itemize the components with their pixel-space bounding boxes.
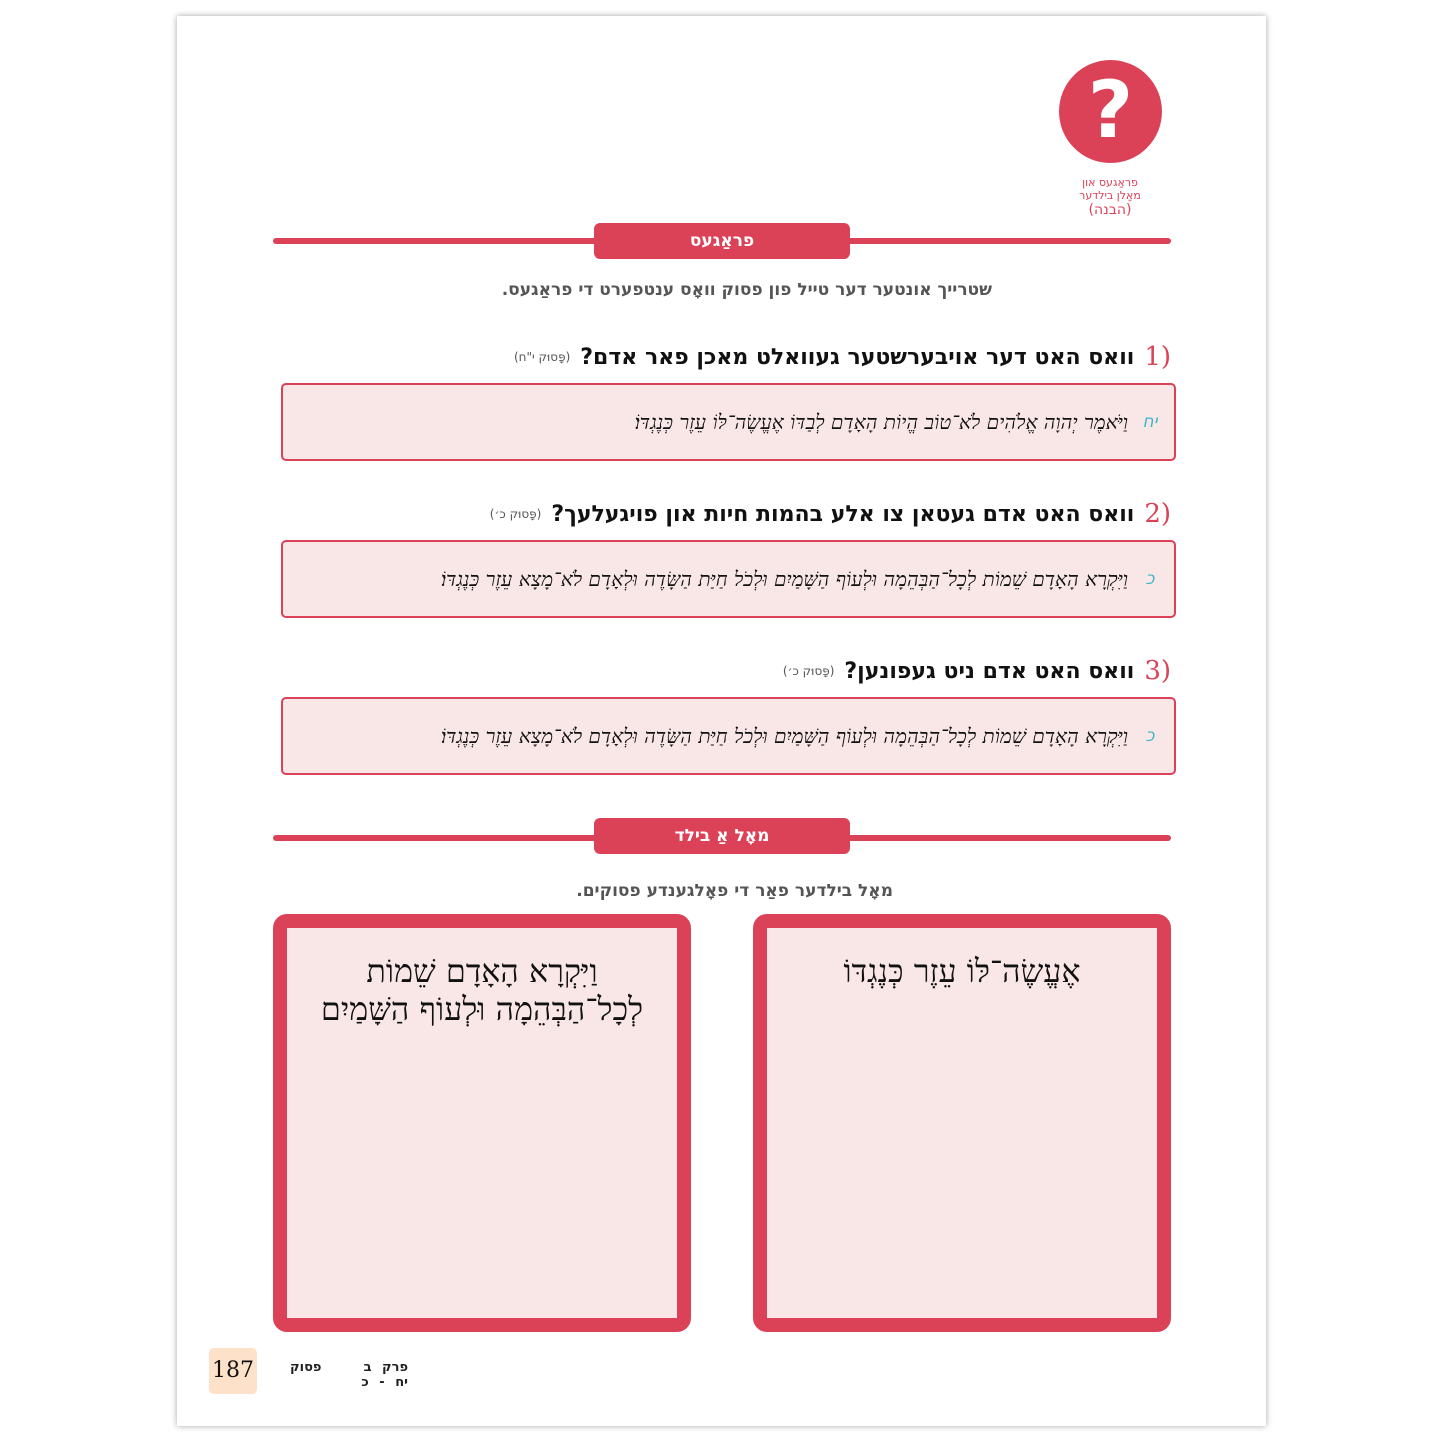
- drawing-box-left[interactable]: [273, 914, 691, 1332]
- verse-text[interactable]: וַיִּקְרָא הָאָדָם שֵׁמוֹת לְכָל־הַבְּהֵמָה וּלְעוֹף הַשָּׁמַיִם וּלְכֹל חַיַּת הַשָּׂדֶה וּלְאָדָם לֹא־מָצָא עֵזֶר כְּנֶגְדּוֹ׃: [440, 567, 1128, 591]
- verse-box-1: [281, 383, 1176, 461]
- badge-caption-line2: מאָלן בילדער: [1079, 189, 1141, 202]
- question-1: [273, 340, 1171, 374]
- section-tab-questions: פראַגעס: [594, 223, 850, 259]
- drawing-box-caption: אֶעֱשֶׂה־לּוֹ עֵזֶר כְּנֶגְדּוֹ: [843, 952, 1081, 990]
- question-mark-icon: ?: [1059, 60, 1162, 163]
- badge-caption-line3: (הבנה): [1088, 202, 1132, 218]
- verse-label: כ: [1145, 569, 1155, 589]
- drawing-box-caption: וַיִּקְרָא הָאָדָם שֵׁמוֹת לְכָל־הַבְּהֵמָה וּלְעוֹף הַשָּׁמַיִם: [320, 952, 644, 1028]
- verse-label: יח: [1142, 412, 1158, 432]
- questions-instruction: שטרייך אונטער דער טייל פון פסוק וואָס ענטפערט די פראַגעס.: [501, 280, 992, 300]
- question-2: [273, 497, 1171, 531]
- verse-reference: (פָּסוּק כ׳): [489, 507, 542, 521]
- verse-reference: (פָּסוּק כ׳): [782, 664, 835, 678]
- footer-verses: פסוק יח - כ: [290, 1360, 408, 1390]
- badge-caption: [1040, 176, 1180, 219]
- verse-box-3: [281, 697, 1176, 775]
- footer-chapter: פרק ב: [363, 1360, 408, 1375]
- drawing-instruction: מאָל בילדער פאַר די פאָלגענדע פסוקים.: [576, 881, 893, 901]
- verse-reference: (פָּסוּק י"ח): [513, 350, 571, 364]
- question-3: [273, 654, 1171, 688]
- page-number: 187: [209, 1348, 257, 1394]
- footer-reference: [268, 1360, 408, 1390]
- question-text: וואס האט דער אויבערשטער געוואלט מאכן פאר אדם?: [580, 344, 1135, 370]
- verse-box-2: [281, 540, 1176, 618]
- verse-text[interactable]: וַיִּקְרָא הָאָדָם שֵׁמוֹת לְכָל־הַבְּהֵמָה וּלְעוֹף הַשָּׁמַיִם וּלְכֹל חַיַּת הַשָּׂדֶה וּלְאָדָם לֹא־מָצָא עֵזֶר כְּנֶגְדּוֹ׃: [440, 724, 1128, 748]
- verse-text[interactable]: וַיֹּאמֶר יְהוָה אֱלֹהִים לֹא־טוֹב הֱיוֹת הָאָדָם לְבַדּוֹ אֶעֱשֶׂה־לּוֹ עֵזֶר כְּנֶגְדּוֹ׃: [634, 410, 1128, 434]
- question-text: וואס האט אדם געטאן צו אלע בהמות חיות און פויגעלעך?: [551, 501, 1135, 527]
- drawing-box-right[interactable]: [753, 914, 1171, 1332]
- question-number: 2): [1144, 499, 1171, 529]
- question-number: 3): [1144, 656, 1171, 686]
- verse-label: כ: [1145, 726, 1155, 746]
- section-tab-drawing: מאָל אַ בילד: [594, 818, 850, 854]
- question-text: וואס האט אדם ניט געפונען?: [844, 658, 1135, 684]
- badge-caption-line1: פראַגעס און: [1082, 176, 1138, 189]
- question-number: 1): [1144, 342, 1171, 372]
